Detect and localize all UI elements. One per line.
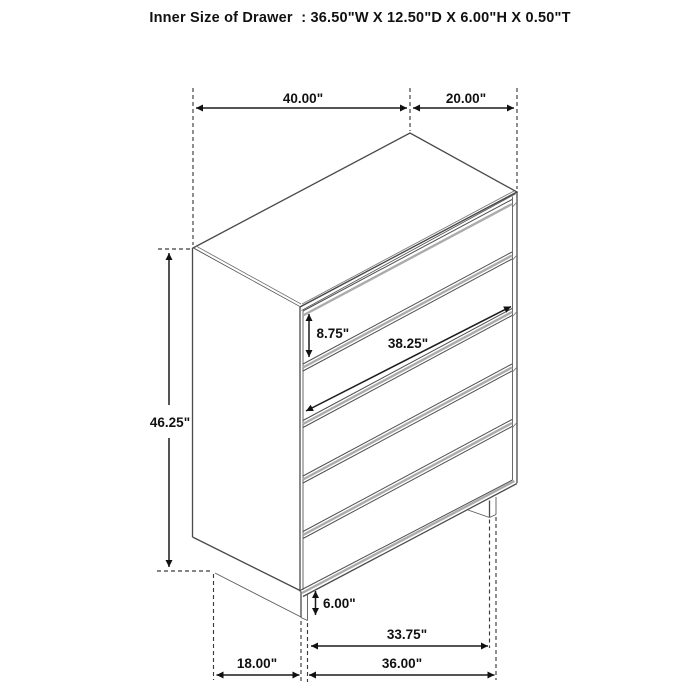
dim-width xyxy=(196,91,407,108)
dim-width-label: 40.00" xyxy=(282,91,324,106)
dim-base-width xyxy=(309,656,495,675)
dim-drawer-inner-width-label: 38.25" xyxy=(387,336,429,351)
dim-leg-height-label: 6.00" xyxy=(323,596,356,611)
dim-drawer-front-height-label: 8.75" xyxy=(316,326,350,341)
dim-base-inner-width-label: 33.75" xyxy=(386,627,428,642)
dim-base-inner-width xyxy=(311,627,488,646)
dim-base-depth xyxy=(217,656,300,675)
dim-leg-height xyxy=(316,591,356,615)
dim-depth-label: 20.00" xyxy=(445,91,487,106)
dim-base-depth-label: 18.00" xyxy=(236,656,278,671)
dim-depth xyxy=(413,91,514,108)
dim-base-width-label: 36.00" xyxy=(381,656,423,671)
dim-height-label: 46.25" xyxy=(149,415,191,430)
dim-height xyxy=(150,253,190,567)
chest-line-drawing xyxy=(193,133,518,621)
diagram-title: Inner Size of Drawer : 36.50"W X 12.50"D X 6.00"H X 0.50"T xyxy=(149,10,571,26)
chest-side-panel xyxy=(193,248,302,591)
